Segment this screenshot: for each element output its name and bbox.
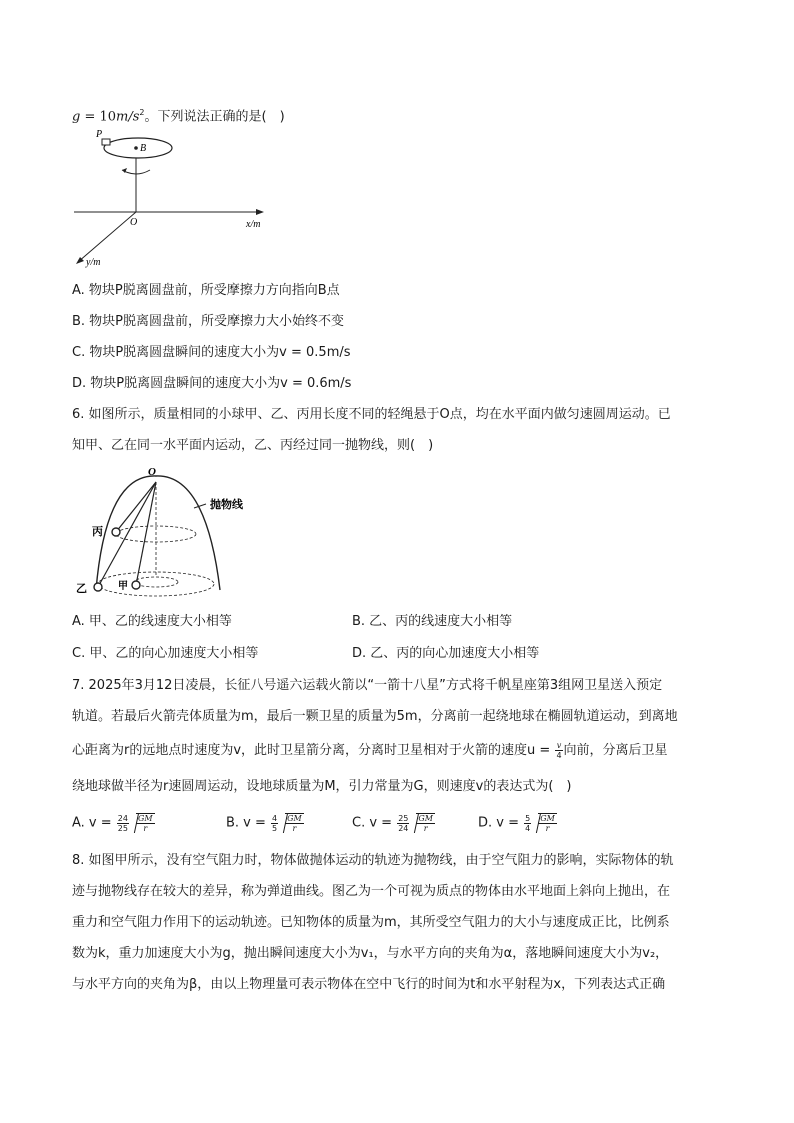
q7-option-b: B. v = $\frac{4}{5}$ $\frac{GM}{r}$ bbox=[226, 813, 302, 833]
label-y: y/m bbox=[86, 257, 101, 268]
q7-option-c: C. v = $\frac{25}{24}$ $\frac{GM}{r}$ bbox=[352, 813, 433, 833]
disc-ellipse bbox=[104, 138, 172, 158]
q8-line1: 8. 如图甲所示，没有空气阻力时，物体做抛体运动的轨迹为抛物线，由于空气阻力的影响，实际物体的轨 bbox=[72, 853, 674, 868]
q7-option-d: D. v = $\frac{5}{4}$ $\frac{GM}{r}$ bbox=[478, 813, 555, 833]
q8-line2: 迹与抛物线存在较大的差异，称为弹道曲线。图乙为一个可视为质点的物体由水平地面上斜向上抛出，在 bbox=[72, 884, 671, 899]
ball-bing bbox=[112, 528, 120, 536]
q8-line4: 数为k，重力加速度大小为g，抛出瞬间速度大小为v₁，与水平方向的夹角为α，落地瞬间速度大小为v₂， bbox=[72, 946, 669, 961]
label-bing: 丙 bbox=[92, 525, 103, 538]
q6-line1: 6. 如图所示，质量相同的小球甲、乙、丙用长度不同的轻绳悬于O点，均在水平面内做匀速圆周运动。已 bbox=[72, 407, 671, 422]
q6-option-d: D. 乙、丙的向心加速度大小相等 bbox=[352, 646, 540, 661]
q8-line3: 重力和空气阻力作用下的运动轨迹。已知物体的质量为m，其所受空气阻力的大小与速度成正比，比例系 bbox=[72, 915, 670, 930]
q6-figure bbox=[76, 464, 286, 600]
q8-line5: 与水平方向的夹角为β，由以上物理量可表示物体在空中飞行的时间为t和水平射程为x，下列表达式正确 bbox=[72, 977, 666, 992]
q7-line4: 绕地球做半径为r速圆周运动，设地球质量为M，引力常量为G，则速度v的表达式为( ) bbox=[72, 779, 572, 794]
q5-figure bbox=[70, 126, 270, 268]
label-x: x/m bbox=[246, 219, 261, 230]
label-jia: 甲 bbox=[118, 581, 128, 592]
q5-option-b: B. 物块P脱离圆盘前，所受摩擦力大小始终不变 bbox=[72, 314, 345, 329]
q5-header: $g = 10m/s^2$。下列说法正确的是( ) bbox=[72, 108, 285, 125]
q6-option-c: C. 甲、乙的向心加速度大小相等 bbox=[72, 646, 259, 661]
point-b bbox=[134, 146, 138, 150]
ball-yi bbox=[94, 583, 102, 591]
q7-line2: 轨道。若最后火箭壳体质量为m，最后一颗卫星的质量为5m，分离前一起绕地球在椭圆轨道运动，到离地 bbox=[72, 709, 678, 724]
label-yi: 乙 bbox=[76, 582, 87, 595]
ball-jia bbox=[132, 581, 140, 589]
q6-option-a: A. 甲、乙的线速度大小相等 bbox=[72, 614, 232, 629]
label-p: P bbox=[96, 129, 103, 140]
block-p bbox=[102, 139, 110, 145]
label-parabola: 抛物线 bbox=[210, 498, 243, 511]
q5-option-a: A. 物块P脱离圆盘前，所受摩擦力方向指向B点 bbox=[72, 283, 340, 298]
label-o: O bbox=[148, 466, 156, 478]
q7-option-a: A. v = $\frac{24}{25}$ $\frac{GM}{r}$ bbox=[72, 813, 153, 833]
q7-line3: 心距离为r的远地点时速度为v，此时卫星箭分离，分离时卫星相对于火箭的速度u = $\frac{v}{4}$ 向前，分离后卫星 bbox=[72, 741, 668, 760]
q6-option-b: B. 乙、丙的线速度大小相等 bbox=[352, 614, 513, 629]
label-b: B bbox=[140, 143, 147, 154]
q7-line1: 7. 2025年3月12日凌晨，长征八号遥六运载火箭以“一箭十八星”方式将千帆星座第3组网卫星送入预定 bbox=[72, 678, 663, 693]
u-fraction: $\frac{v}{4}$ bbox=[556, 741, 562, 760]
q5-option-c: C. 物块P脱离圆盘瞬间的速度大小为v = 0.5m/s bbox=[72, 345, 351, 360]
label-o: O bbox=[130, 217, 138, 228]
q5-option-d: D. 物块P脱离圆盘瞬间的速度大小为v = 0.6m/s bbox=[72, 376, 352, 391]
q6-line2: 知甲、乙在同一水平面内运动，乙、丙经过同一抛物线，则( ) bbox=[72, 438, 434, 453]
